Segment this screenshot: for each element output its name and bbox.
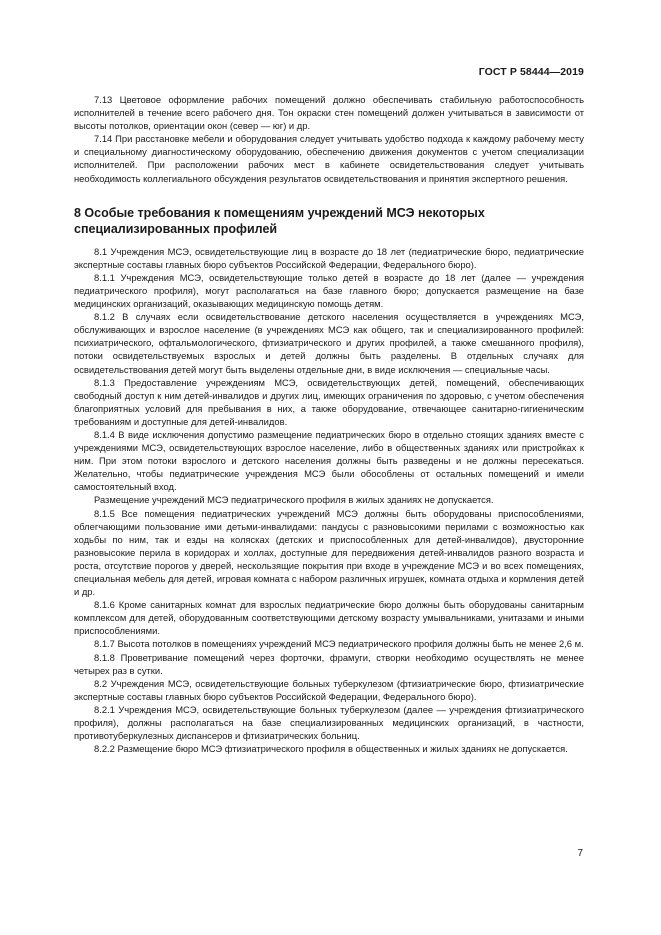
paragraph-8-1-5: 8.1.5 Все помещения педиатрических учреждений МСЭ должны быть оборудованы приспособлениями, облегчающими пользование ими детьми-инвалидами: пандусы с разновысокими перилами с возможностью как ходьбы по ним, так и езды на колясках (детских и приспособленных для детей-инвалидов), двусторонние разновысокие перила в коридорах и холлах, доступные для передвижения детей-инвалидов разного возраста и роста, отсутствие порогов у дверей, нескользящие покрытия при входе в учреждение МСЭ и во всех помещениях, специальная мебель для детей, игровая комната с набором различных игрушек, комната отдыха и кормления детей и др. bbox=[74, 507, 584, 598]
section-8-heading: 8 Особые требования к помещениям учреждений МСЭ некоторых специализированных профилей bbox=[74, 205, 485, 236]
paragraph-7-14: 7.14 При расстановке мебели и оборудования следует учитывать удобство подхода к каждому рабочему месту и специальному диагностическому оборудованию, обеспечению движения документов с учетом специализации исполнителей. При расположении рабочих мест в кабинете освидетельствования следует учитывать необходимость коллегиального обсуждения результатов освидетельствования и принятия экспертного решения. bbox=[74, 133, 584, 184]
paragraph-7-13: 7.13 Цветовое оформление рабочих помещений должно обеспечивать стабильную работоспособность исполнителей в течение всего рабочего дня. Тон окраски стен помещений должен учитываться в зависимости от высоты потолков, ориентации окон (север — юг) и др. bbox=[74, 94, 584, 132]
paragraph-8-1-8: 8.1.8 Проветривание помещений через форточки, фрамуги, створки необходимо осуществлять не менее четырех раз в сутки. bbox=[74, 651, 584, 676]
paragraph-8-1-3: 8.1.3 Предоставление учреждениям МСЭ, освидетельствующих детей, помещений, обеспечивающих свободный доступ к ним детей-инвалидов и других лиц, имеющих ограничения по здоровью, с учетом обеспечения благоприятных условий для пребывания в них, а также оборудование, отвечающее санитарно-гигиеническим требованиям и доступные для детей-инвалидов. bbox=[74, 376, 584, 427]
paragraph-8-2: 8.2 Учреждения МСЭ, освидетельствующие больных туберкулезом (фтизиатрические бюро, фтизиатрические экспертные составы главных бюро субъектов Российской Федерации, Федерального бюро). bbox=[74, 677, 584, 702]
paragraph-8-1-2: 8.1.2 В случаях если освидетельствование детского населения осуществляется в учреждениях МСЭ, обслуживающих и взрослое население (в учреждениях МСЭ как общего, так и специализированного профилей: психиатрического, офтальмологического, фтизиатрического и других профилей, а также смешанного профиля), потоки освидетельствуемых взрослых и детей должны быть разделены. В отдельных случаях для освидетельствования детей могут быть выделены отдельные дни, в виде исключения — специальные часы. bbox=[74, 311, 584, 375]
standard-header: ГОСТ Р 58444—2019 bbox=[478, 66, 584, 78]
paragraph-8-1: 8.1 Учреждения МСЭ, освидетельствующие лиц в возрасте до 18 лет (педиатрические бюро, педиатрические экспертные составы главных бюро субъектов Российской Федерации, Федерального бюро). bbox=[74, 245, 584, 270]
paragraph-8-2-2: 8.2.2 Размещение бюро МСЭ фтизиатрического профиля в общественных и жилых зданиях не допускается. bbox=[94, 743, 568, 755]
paragraph-8-2-1: 8.2.1 Учреждения МСЭ, освидетельствующие больных туберкулезом (далее — учреждения фтизиатрического профиля), должны располагаться на базе специализированных медицинских организаций, в частности, противотуберкулезных диспансеров и фтизиатрических больниц. bbox=[74, 703, 584, 742]
page-number: 7 bbox=[577, 848, 583, 859]
paragraph-8-1-4: 8.1.4 В виде исключения допустимо размещение педиатрических бюро в отдельно стоящих зданиях вместе с учреждениями МСЭ, освидетельствующих взрослое население, либо в общественных зданиях или пристройках к ним. При этом потоки взрослого и детского населения должны быть разведены и не должны пересекаться. Желательно, чтобы педиатрические учреждения МСЭ были обособлены от остальных помещений и имели самостоятельный вход. bbox=[74, 428, 584, 493]
paragraph-8-1-4-note: Размещение учреждений МСЭ педиатрического профиля в жилых зданиях не допускается. bbox=[94, 494, 494, 506]
document-body bbox=[74, 93, 584, 755]
paragraph-8-1-6: 8.1.6 Кроме санитарных комнат для взрослых педиатрические бюро должны быть оборудованы санитарным комплексом для детей, оборудованным соответствующими детскому возрасту умывальниками, унитазами и иными приспособлениями. bbox=[74, 599, 584, 637]
paragraph-8-1-1: 8.1.1 Учреждения МСЭ, освидетельствующие только детей в возрасте до 18 лет (далее — учреждения педиатрического профиля), могут располагаться на базе главного бюро; допускается размещение на базе медицинских организаций, оказывающих медицинскую помощь детям. bbox=[74, 271, 584, 310]
paragraph-8-1-7: 8.1.7 Высота потолков в помещениях учреждений МСЭ педиатрического профиля должны быть не менее 2,6 м. bbox=[94, 638, 584, 650]
